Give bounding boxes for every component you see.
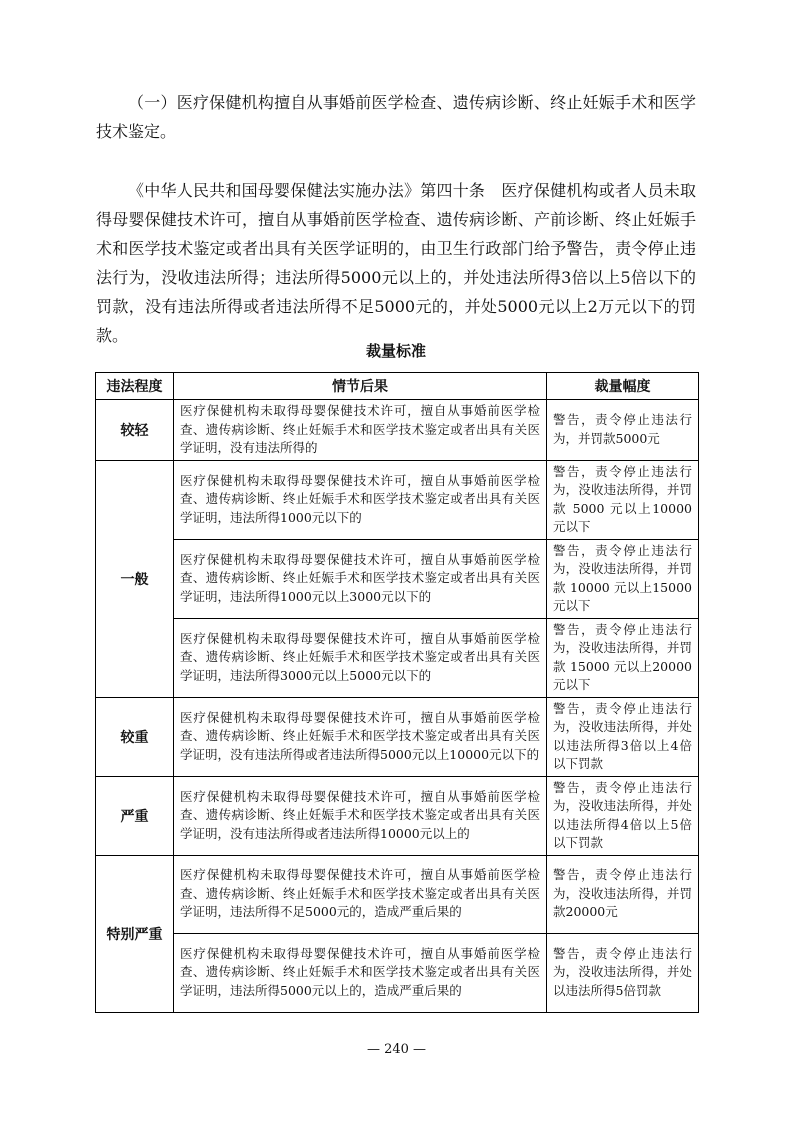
- penalty-cell: 警告，责令停止违法行为，没收违法所得，并罚款 15000 元以上20000元以下: [547, 618, 699, 697]
- circumstance-cell: 医疗保健机构未取得母婴保健技术许可，擅自从事婚前医学检查、遗传病诊断、终止妊娠手术和医学技术鉴定或者出具有关医学证明，违法所得5000元以上的，造成严重后果的: [174, 933, 547, 1012]
- penalty-cell: 警告，责令停止违法行为，并罚款5000元: [547, 400, 699, 461]
- level-cell: 较轻: [96, 400, 174, 461]
- penalty-cell: 警告，责令停止违法行为，没收违法所得，并处以违法所得4倍以上5倍以下罚款: [547, 776, 699, 855]
- table-title: 裁量标准: [365, 342, 426, 360]
- circumstance-cell: 医疗保健机构未取得母婴保健技术许可，擅自从事婚前医学检查、遗传病诊断、终止妊娠手术和医学技术鉴定或者出具有关医学证明，没有违法所得的: [174, 400, 547, 461]
- header-violation-level: 违法程度: [96, 373, 174, 400]
- paragraph-item-one: （一）医疗保健机构擅自从事婚前医学检查、遗传病诊断、终止妊娠手术和医学技术鉴定。: [96, 93, 696, 141]
- circumstance-cell: 医疗保健机构未取得母婴保健技术许可，擅自从事婚前医学检查、遗传病诊断、终止妊娠手术和医学技术鉴定或者出具有关医学证明，没有违法所得或者违法所得10000元以上的: [174, 776, 547, 855]
- table-row: [96, 460, 699, 539]
- circumstance-cell: 医疗保健机构未取得母婴保健技术许可，擅自从事婚前医学检查、遗传病诊断、终止妊娠手术和医学技术鉴定或者出具有关医学证明，没有违法所得或者违法所得5000元以上10000元以下的: [174, 697, 547, 776]
- penalty-cell: 警告，责令停止违法行为，没收违法所得，并处以违法所得3倍以上4倍以下罚款: [547, 697, 699, 776]
- discretion-standard-table: [95, 372, 699, 1013]
- paragraph-regulation-article: 《中华人民共和国母婴保健法实施办法》第四十条 医疗保健机构或者人员未取得母婴保健技术许可，擅自从事婚前医学检查、遗传病诊断、产前诊断、终止妊娠手术和医学技术鉴定或者出具有关医学证明的，由卫生行政部门给予警告，责令停止违法行为，没收违法所得；违法所得5000元以上的，并处违法所得3倍以上5倍以下的罚款，没有违法所得或者违法所得不足5000元的，并处5000元以上2万元以下的罚款。: [96, 181, 696, 345]
- table-row: [96, 400, 699, 461]
- table-row: [96, 618, 699, 697]
- penalty-cell: 警告，责令停止违法行为，没收违法所得，并罚款 10000 元以上15000元以下: [547, 539, 699, 618]
- level-cell: 一般: [96, 460, 174, 697]
- table-row: [96, 776, 699, 855]
- table-header-row: [96, 373, 699, 400]
- penalty-cell: 警告，责令停止违法行为，没收违法所得，并处以违法所得5倍罚款: [547, 933, 699, 1012]
- circumstance-cell: 医疗保健机构未取得母婴保健技术许可，擅自从事婚前医学检查、遗传病诊断、终止妊娠手术和医学技术鉴定或者出具有关医学证明，违法所得3000元以上5000元以下的: [174, 618, 547, 697]
- table-row: [96, 539, 699, 618]
- table-row: [96, 855, 699, 933]
- header-circumstance: 情节后果: [174, 373, 547, 400]
- circumstance-cell: 医疗保健机构未取得母婴保健技术许可，擅自从事婚前医学检查、遗传病诊断、终止妊娠手术和医学技术鉴定或者出具有关医学证明，违法所得不足5000元的，造成严重后果的: [174, 855, 547, 933]
- table-row: [96, 697, 699, 776]
- header-penalty-range: 裁量幅度: [547, 373, 699, 400]
- level-cell: 特别严重: [96, 855, 174, 1012]
- circumstance-cell: 医疗保健机构未取得母婴保健技术许可，擅自从事婚前医学检查、遗传病诊断、终止妊娠手术和医学技术鉴定或者出具有关医学证明，违法所得1000元以下的: [174, 460, 547, 539]
- circumstance-cell: 医疗保健机构未取得母婴保健技术许可，擅自从事婚前医学检查、遗传病诊断、终止妊娠手术和医学技术鉴定或者出具有关医学证明，违法所得1000元以上3000元以下的: [174, 539, 547, 618]
- page-number: — 240 —: [366, 1042, 427, 1057]
- level-cell: 较重: [96, 697, 174, 776]
- level-cell: 严重: [96, 776, 174, 855]
- penalty-cell: 警告，责令停止违法行为，没收违法所得，并罚款 5000 元以上10000元以下: [547, 460, 699, 539]
- penalty-cell: 警告，责令停止违法行为，没收违法所得，并罚款20000元: [547, 855, 699, 933]
- table-row: [96, 933, 699, 1012]
